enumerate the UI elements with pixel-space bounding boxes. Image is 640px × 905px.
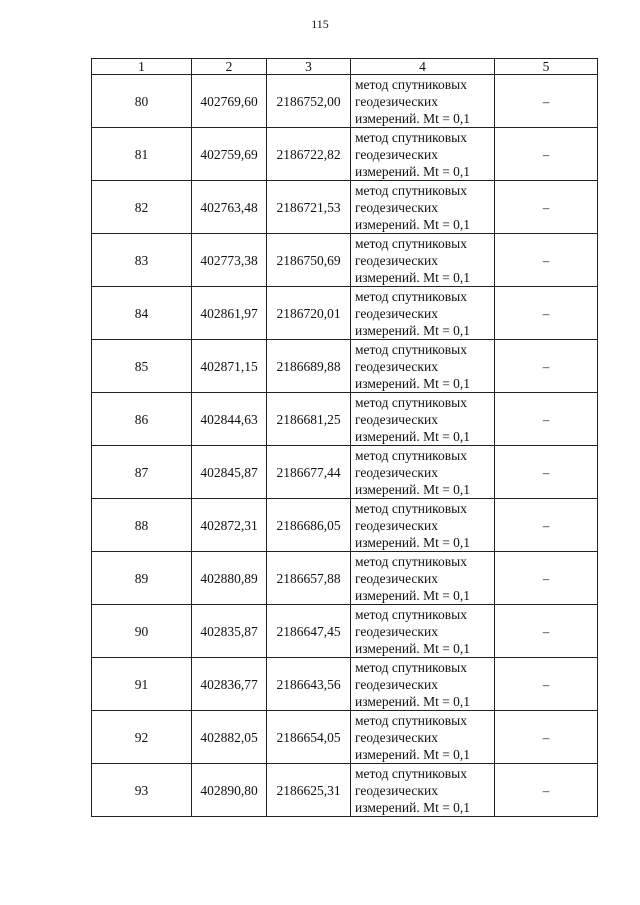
- page-number: 115: [311, 17, 329, 31]
- table-row: [92, 552, 598, 605]
- point-number-cell: 85: [92, 340, 192, 393]
- header-row: [92, 59, 598, 75]
- y-coordinate-cell: 2186681,25: [267, 393, 351, 446]
- note-cell: –: [495, 128, 598, 181]
- accuracy-method-cell: метод спутниковых геодезических измерений. Mt = 0,1: [351, 234, 495, 287]
- accuracy-method-cell: метод спутниковых геодезических измерений. Mt = 0,1: [351, 340, 495, 393]
- header-col-4: 4: [351, 59, 495, 75]
- note-cell: –: [495, 658, 598, 711]
- note-cell: –: [495, 340, 598, 393]
- x-coordinate-cell: 402844,63: [192, 393, 267, 446]
- note-cell: –: [495, 764, 598, 817]
- point-number-cell: 90: [92, 605, 192, 658]
- x-coordinate-cell: 402773,38: [192, 234, 267, 287]
- point-number-cell: 92: [92, 711, 192, 764]
- point-number-cell: 81: [92, 128, 192, 181]
- note-cell: –: [495, 605, 598, 658]
- table-row: [92, 764, 598, 817]
- x-coordinate-cell: 402871,15: [192, 340, 267, 393]
- accuracy-method-cell: метод спутниковых геодезических измерений. Mt = 0,1: [351, 764, 495, 817]
- table-row: [92, 393, 598, 446]
- note-cell: –: [495, 234, 598, 287]
- table-row: [92, 340, 598, 393]
- x-coordinate-cell: 402882,05: [192, 711, 267, 764]
- header-col-2: 2: [192, 59, 267, 75]
- accuracy-method-cell: метод спутниковых геодезических измерений. Mt = 0,1: [351, 552, 495, 605]
- point-number-cell: 89: [92, 552, 192, 605]
- y-coordinate-cell: 2186654,05: [267, 711, 351, 764]
- table-row: [92, 128, 598, 181]
- table-row: [92, 181, 598, 234]
- note-cell: –: [495, 499, 598, 552]
- accuracy-method-cell: метод спутниковых геодезических измерений. Mt = 0,1: [351, 181, 495, 234]
- y-coordinate-cell: 2186643,56: [267, 658, 351, 711]
- point-number-cell: 86: [92, 393, 192, 446]
- header-col-5: 5: [495, 59, 598, 75]
- y-coordinate-cell: 2186625,31: [267, 764, 351, 817]
- point-number-cell: 91: [92, 658, 192, 711]
- note-cell: –: [495, 552, 598, 605]
- note-cell: –: [495, 446, 598, 499]
- y-coordinate-cell: 2186686,05: [267, 499, 351, 552]
- y-coordinate-cell: 2186720,01: [267, 287, 351, 340]
- accuracy-method-cell: метод спутниковых геодезических измерений. Mt = 0,1: [351, 499, 495, 552]
- point-number-cell: 82: [92, 181, 192, 234]
- x-coordinate-cell: 402880,89: [192, 552, 267, 605]
- x-coordinate-cell: 402890,80: [192, 764, 267, 817]
- note-cell: –: [495, 711, 598, 764]
- note-cell: –: [495, 393, 598, 446]
- accuracy-method-cell: метод спутниковых геодезических измерений. Mt = 0,1: [351, 393, 495, 446]
- table-row: [92, 499, 598, 552]
- y-coordinate-cell: 2186647,45: [267, 605, 351, 658]
- x-coordinate-cell: 402769,60: [192, 75, 267, 128]
- point-number-cell: 88: [92, 499, 192, 552]
- note-cell: –: [495, 287, 598, 340]
- x-coordinate-cell: 402759,69: [192, 128, 267, 181]
- table-header: [92, 59, 598, 75]
- accuracy-method-cell: метод спутниковых геодезических измерений. Mt = 0,1: [351, 711, 495, 764]
- y-coordinate-cell: 2186750,69: [267, 234, 351, 287]
- table-body: [92, 75, 598, 817]
- y-coordinate-cell: 2186721,53: [267, 181, 351, 234]
- x-coordinate-cell: 402861,97: [192, 287, 267, 340]
- y-coordinate-cell: 2186722,82: [267, 128, 351, 181]
- point-number-cell: 87: [92, 446, 192, 499]
- point-number-cell: 80: [92, 75, 192, 128]
- header-col-1: 1: [92, 59, 192, 75]
- y-coordinate-cell: 2186752,00: [267, 75, 351, 128]
- point-number-cell: 84: [92, 287, 192, 340]
- accuracy-method-cell: метод спутниковых геодезических измерений. Mt = 0,1: [351, 605, 495, 658]
- x-coordinate-cell: 402845,87: [192, 446, 267, 499]
- y-coordinate-cell: 2186657,88: [267, 552, 351, 605]
- x-coordinate-cell: 402835,87: [192, 605, 267, 658]
- table-row: [92, 234, 598, 287]
- header-col-3: 3: [267, 59, 351, 75]
- table-row: [92, 605, 598, 658]
- point-number-cell: 93: [92, 764, 192, 817]
- x-coordinate-cell: 402872,31: [192, 499, 267, 552]
- y-coordinate-cell: 2186677,44: [267, 446, 351, 499]
- accuracy-method-cell: метод спутниковых геодезических измерений. Mt = 0,1: [351, 446, 495, 499]
- x-coordinate-cell: 402836,77: [192, 658, 267, 711]
- table-row: [92, 75, 598, 128]
- point-number-cell: 83: [92, 234, 192, 287]
- table-row: [92, 446, 598, 499]
- accuracy-method-cell: метод спутниковых геодезических измерений. Mt = 0,1: [351, 658, 495, 711]
- accuracy-method-cell: метод спутниковых геодезических измерений. Mt = 0,1: [351, 128, 495, 181]
- note-cell: –: [495, 181, 598, 234]
- accuracy-method-cell: метод спутниковых геодезических измерений. Mt = 0,1: [351, 287, 495, 340]
- y-coordinate-cell: 2186689,88: [267, 340, 351, 393]
- x-coordinate-cell: 402763,48: [192, 181, 267, 234]
- coordinates-table: [91, 58, 598, 817]
- table-row: [92, 658, 598, 711]
- accuracy-method-cell: метод спутниковых геодезических измерений. Mt = 0,1: [351, 75, 495, 128]
- note-cell: –: [495, 75, 598, 128]
- table-row: [92, 711, 598, 764]
- table-row: [92, 287, 598, 340]
